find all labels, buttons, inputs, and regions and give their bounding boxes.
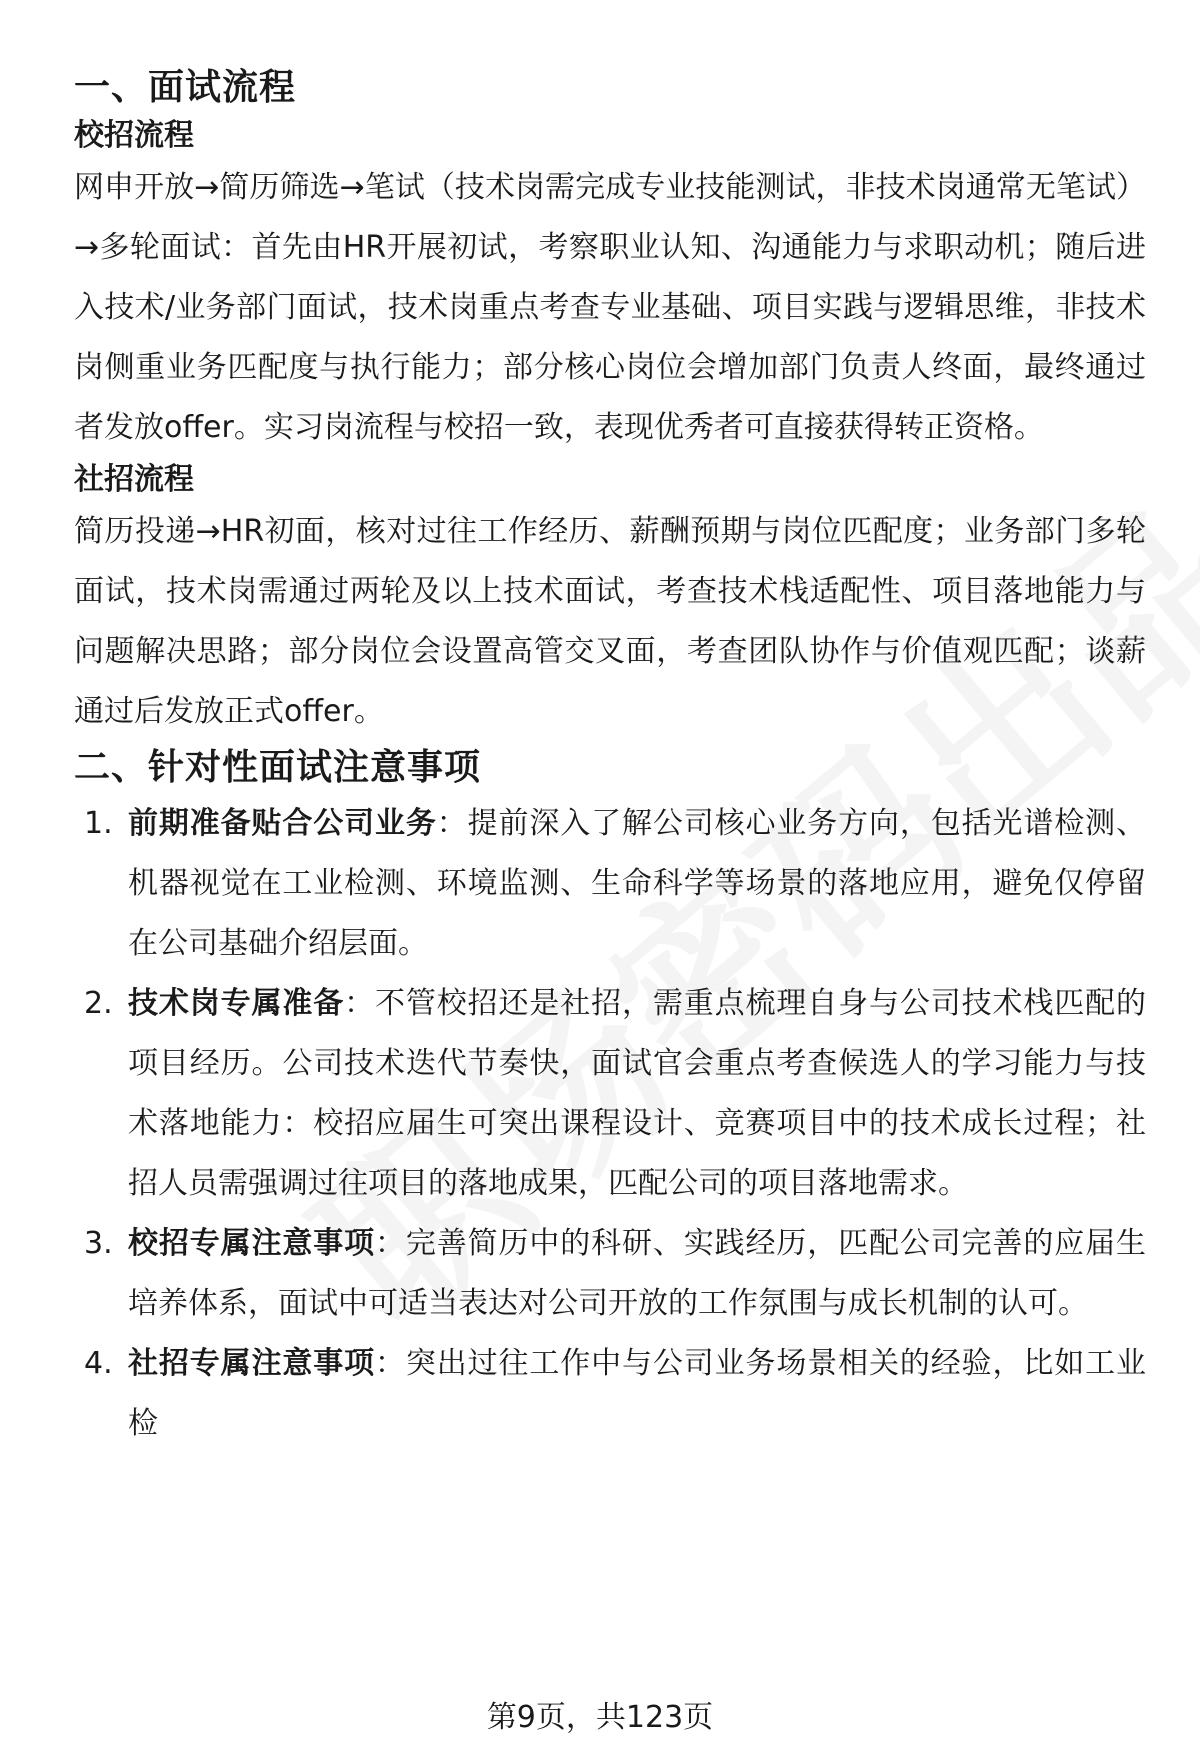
page-number-footer: 第9页，共123页 [486, 1700, 714, 1735]
list-item-number: 3. [84, 1226, 113, 1261]
list-item-text: ：突出过往工作中与公司业务场景相关的经验，比如工业检 [128, 1346, 1146, 1441]
list-item-text: ：完善简历中的科研、实践经历，匹配公司完善的应届生培养体系，面试中可适当表达对公司开放的工作氛围与成长机制的认可。 [128, 1226, 1146, 1321]
section-title-interview-notes: 二、针对性面试注意事项 [74, 747, 482, 788]
notes-list [74, 794, 1146, 1454]
paragraph-campus-process: 网申开放→简历筛选→笔试（技术岗需完成专业技能测试，非技术岗通常无笔试）→多轮面试：首先由HR开展初试，考察职业认知、沟通能力与求职动机；随后进入技术/业务部门面试，技术岗重点考查专业基础、项目实践与逻辑思维，非技术岗侧重业务匹配度与执行能力；部分核心岗位会增加部门负责人终面，最终通过者发放offer。实习岗流程与校招一致，表现优秀者可直接获得转正资格。 [74, 170, 1146, 445]
list-item-number: 1. [84, 806, 113, 841]
list-item-number: 4. [84, 1346, 113, 1381]
list-item [74, 794, 1146, 974]
list-item [74, 1334, 1146, 1454]
list-item-term: 技术岗专属准备 [128, 986, 345, 1021]
subheading-campus-process: 校招流程 [74, 118, 194, 153]
list-item-term: 前期准备贴合公司业务 [128, 806, 437, 841]
section-title-interview-process: 一、面试流程 [74, 67, 297, 108]
subheading-social-process: 社招流程 [74, 462, 194, 497]
list-item-term: 社招专属注意事项 [128, 1346, 375, 1381]
list-item-term: 校招专属注意事项 [128, 1226, 375, 1261]
page-content [74, 62, 1146, 1454]
list-item-number: 2. [84, 986, 113, 1021]
paragraph-social-process: 简历投递→HR初面，核对过往工作经历、薪酬预期与岗位匹配度；业务部门多轮面试，技术岗需通过两轮及以上技术面试，考查技术栈适配性、项目落地能力与问题解决思路；部分岗位会设置高管交叉面，考查团队协作与价值观匹配；谈薪通过后发放正式offer。 [74, 514, 1146, 729]
list-item-text: ：不管校招还是社招，需重点梳理自身与公司技术栈匹配的项目经历。公司技术迭代节奏快，面试官会重点考查候选人的学习能力与技术落地能力：校招应届生可突出课程设计、竞赛项目中的技术成长过程；社招人员需强调过往项目的落地成果，匹配公司的项目落地需求。 [128, 986, 1146, 1201]
list-item-text: ：提前深入了解公司核心业务方向，包括光谱检测、机器视觉在工业检测、环境监测、生命科学等场景的落地应用，避免仅停留在公司基础介绍层面。 [128, 806, 1146, 961]
list-item [74, 974, 1146, 1214]
list-item [74, 1214, 1146, 1334]
